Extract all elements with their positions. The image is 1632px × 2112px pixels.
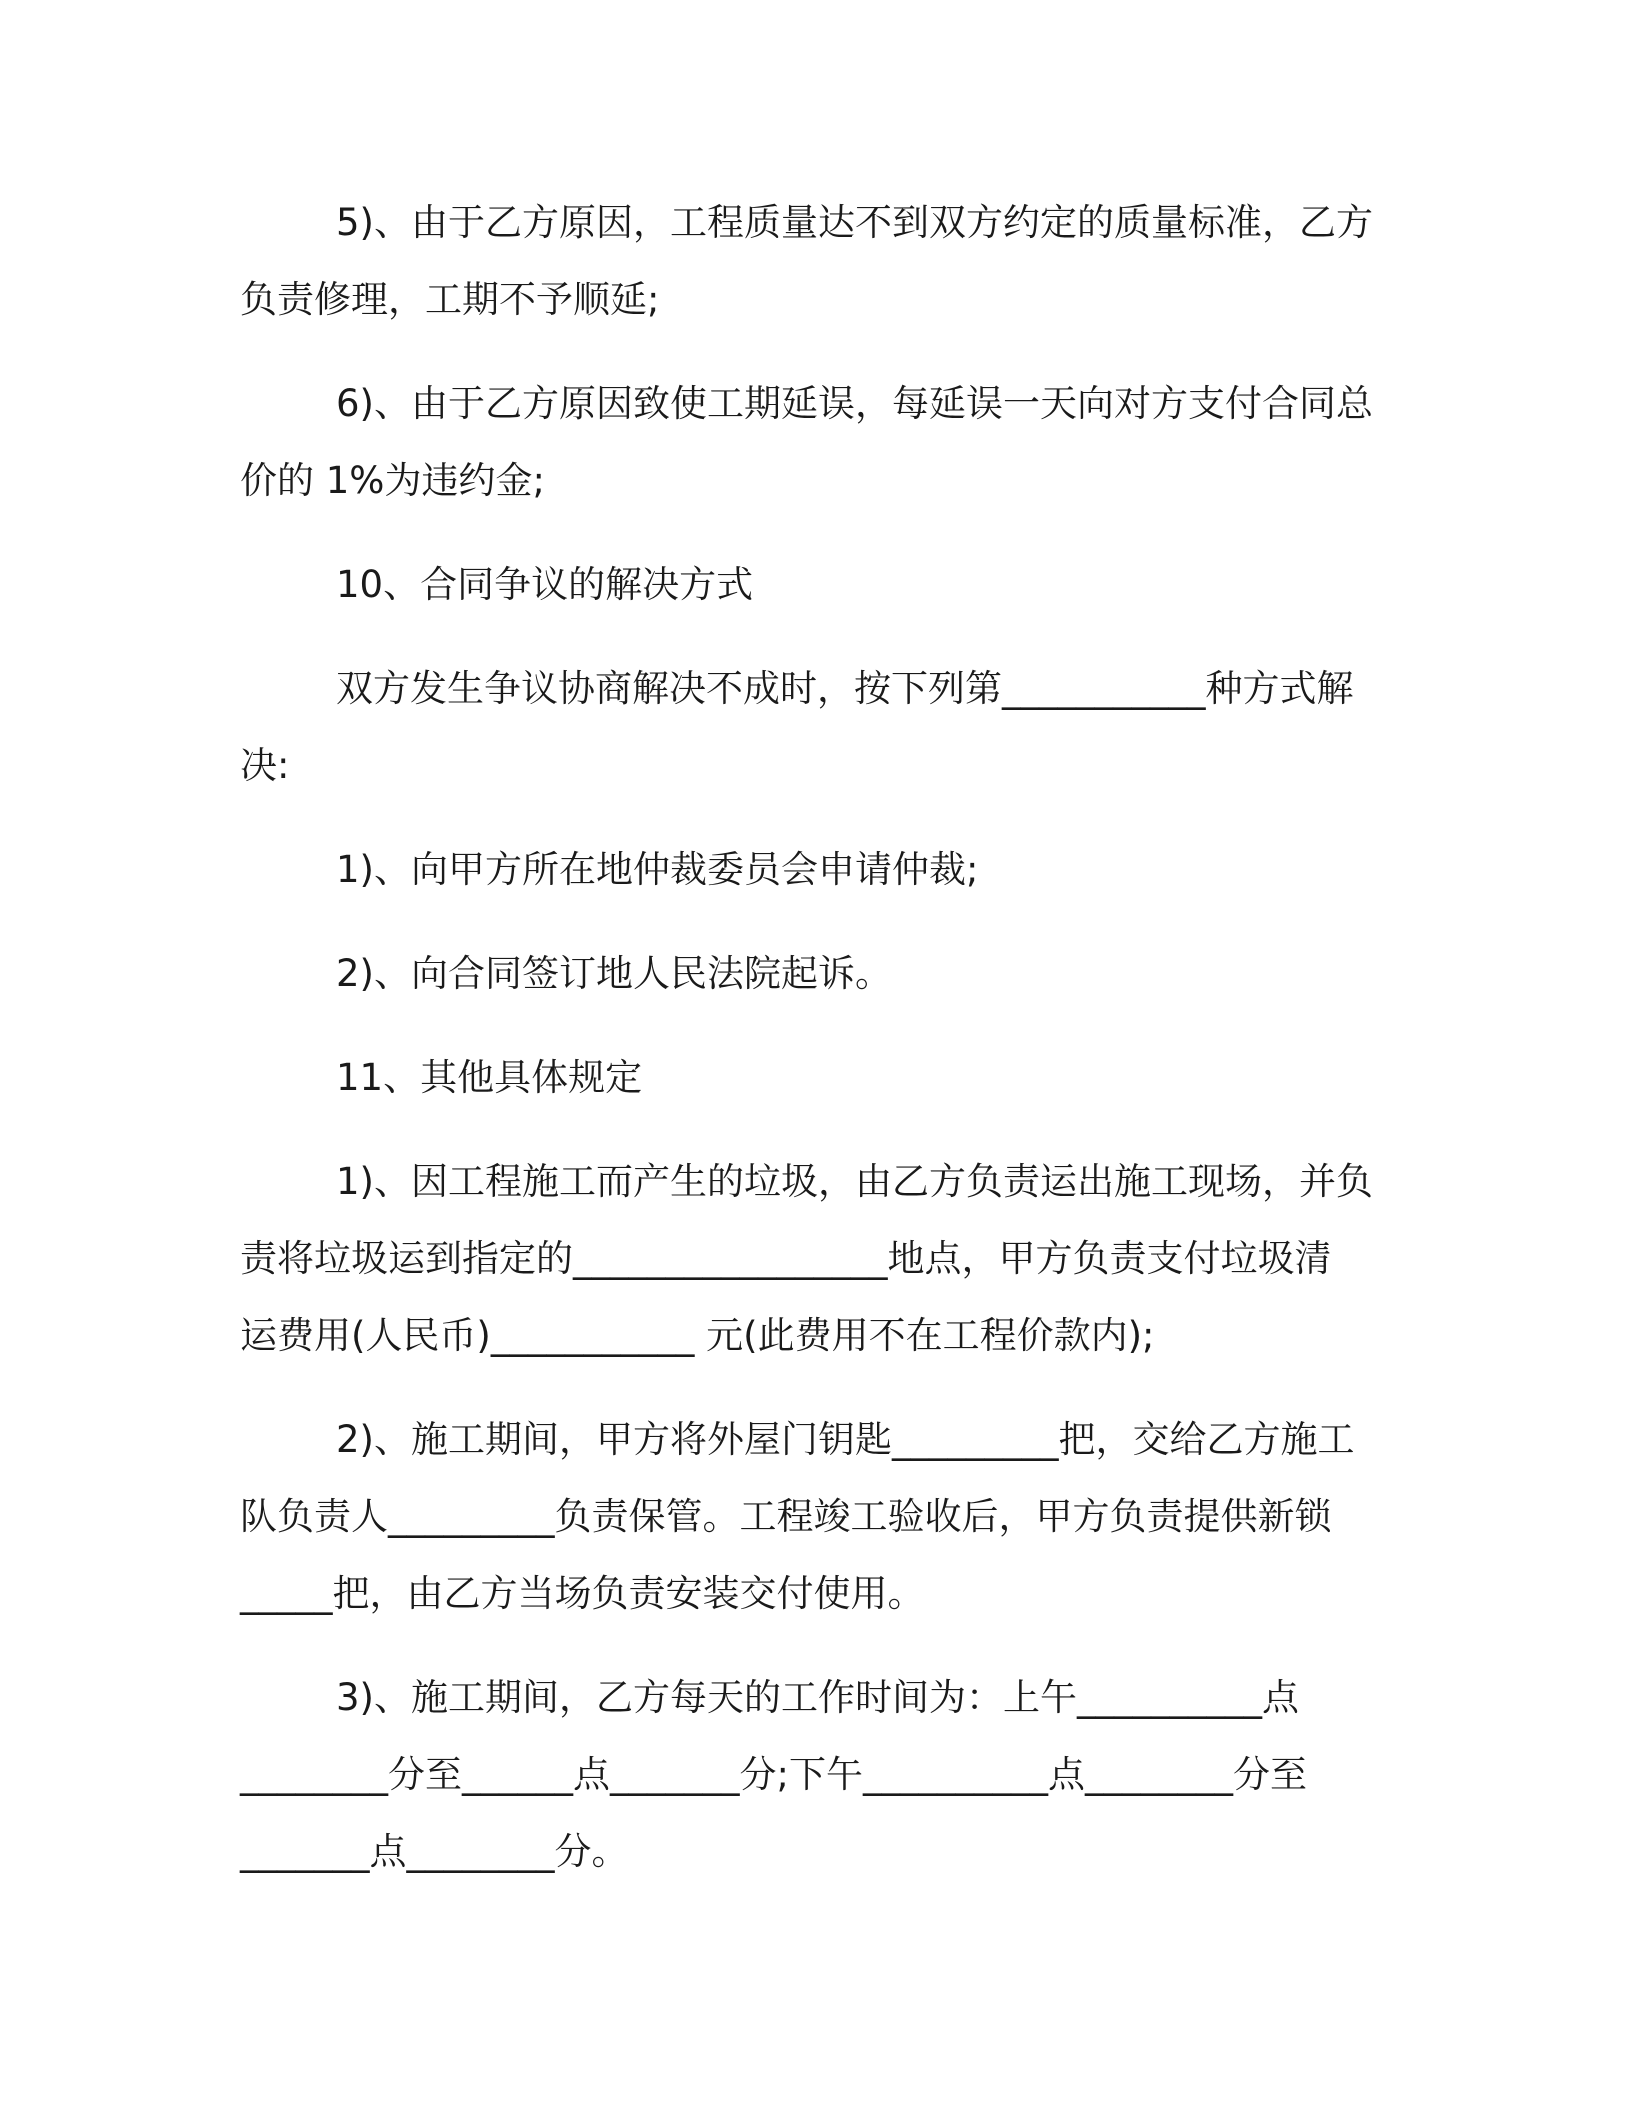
text-line: 价的 1%为违约金;	[240, 459, 545, 502]
text-line: 运费用(人民币)___________ 元(此费用不在工程价款内);	[240, 1314, 1155, 1357]
text-line: 6)、由于乙方原因致使工期延误，每延误一天向对方支付合同总	[336, 382, 1373, 425]
text-line: 10、合同争议的解决方式	[336, 563, 754, 606]
text-line: 责将垃圾运到指定的_________________地点，甲方负责支付垃圾清	[240, 1237, 1332, 1280]
paragraph-dispute-resolution	[240, 650, 1380, 804]
text-line: 负责修理，工期不予顺延;	[240, 278, 660, 321]
text-line: ________分至______点_______分;下午__________点________分至	[240, 1753, 1307, 1796]
text-line: _____把，由乙方当场负责安装交付使用。	[240, 1572, 925, 1615]
paragraph-clause-6	[240, 365, 1380, 519]
document-page	[240, 184, 1380, 1917]
section-heading-11	[240, 1039, 1380, 1116]
paragraph-clause-5	[240, 184, 1380, 338]
text-line: 决:	[240, 744, 290, 787]
text-line: 队负责人_________负责保管。工程竣工验收后，甲方负责提供新锁	[240, 1495, 1332, 1538]
text-line: _______点________分。	[240, 1830, 629, 1873]
text-line: 2)、向合同签订地人民法院起诉。	[336, 952, 892, 995]
text-line: 1)、向甲方所在地仲裁委员会申请仲裁;	[336, 848, 979, 891]
text-line: 3)、施工期间，乙方每天的工作时间为：上午__________点	[336, 1676, 1299, 1719]
paragraph-arbitration-option	[240, 831, 1380, 908]
paragraph-waste-removal	[240, 1143, 1380, 1374]
text-line: 双方发生争议协商解决不成时，按下列第___________种方式解	[336, 667, 1354, 710]
text-line: 1)、因工程施工而产生的垃圾，由乙方负责运出施工现场，并负	[336, 1160, 1373, 1203]
text-line: 2)、施工期间，甲方将外屋门钥匙_________把，交给乙方施工	[336, 1418, 1355, 1461]
text-line: 5)、由于乙方原因，工程质量达不到双方约定的质量标准，乙方	[336, 201, 1373, 244]
paragraph-working-hours	[240, 1659, 1380, 1890]
section-heading-10	[240, 546, 1380, 623]
paragraph-court-option	[240, 935, 1380, 1012]
paragraph-keys-and-locks	[240, 1401, 1380, 1632]
text-line: 11、其他具体规定	[336, 1056, 643, 1099]
